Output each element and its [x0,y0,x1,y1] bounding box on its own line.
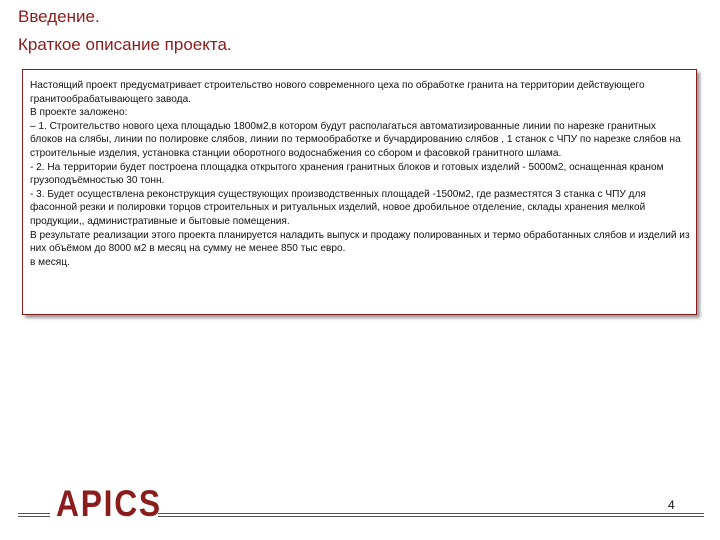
paragraph-item-1: – 1. Строительство нового цеха площадью 1800м2,в котором будут располагаться автоматизированные линии по нарезке гранитных блоков на слябы, линии по полировке слябов, линии по термообработке и бучардированию слябов , 1 станок с ЧПУ по нарезке слябов на строительные изделия, установка станции оборотного водоснабжения со сбором и фасовкой гранитного шлама. [30,120,681,159]
footer-rule-left [18,513,50,517]
paragraph-tail: в месяц. [30,256,70,268]
slide-title-block [18,4,232,58]
content-box [22,69,697,315]
paragraph-intro: Настоящий проект предусматривает строительство нового современного цеха по обработке гранита на территории действующего гранитообрабатывающего завода. [30,80,645,105]
footer-rule-right [158,513,704,517]
paragraph-heading: В проекте заложено: [30,107,128,119]
paragraph-item-2: - 2. На территории будет построена площадка открытого хранения гранитных блоков и готовых изделий - 5000м2, оснащенная краном грузоподъёмностью 30 тонн. [30,161,664,187]
paragraph-item-3: - 3. Будет осуществлена реконструкция существующих производственных площадей -1500м2, где разместятся 3 станка с ЧПУ для фасонной резки и полировки торцов строительных и ритуальных изделий, новое дробильное отделение, склады хранения мелкой продукции,, административные и бытовые помещения. [30,188,646,227]
page-number: 4 [668,498,675,512]
apics-logo: APICS [56,483,162,524]
paragraph-result: В результате реализации этого проекта планируется наладить выпуск и продажу полированных и термо обработанных слябов и изделий из них объёмом до 8000 м2 в месяц на сумму не менее 850 тыс евро. [30,229,690,255]
slide-title: Введение. [18,7,100,26]
slide-subtitle: Краткое описание проекта. [18,35,232,54]
